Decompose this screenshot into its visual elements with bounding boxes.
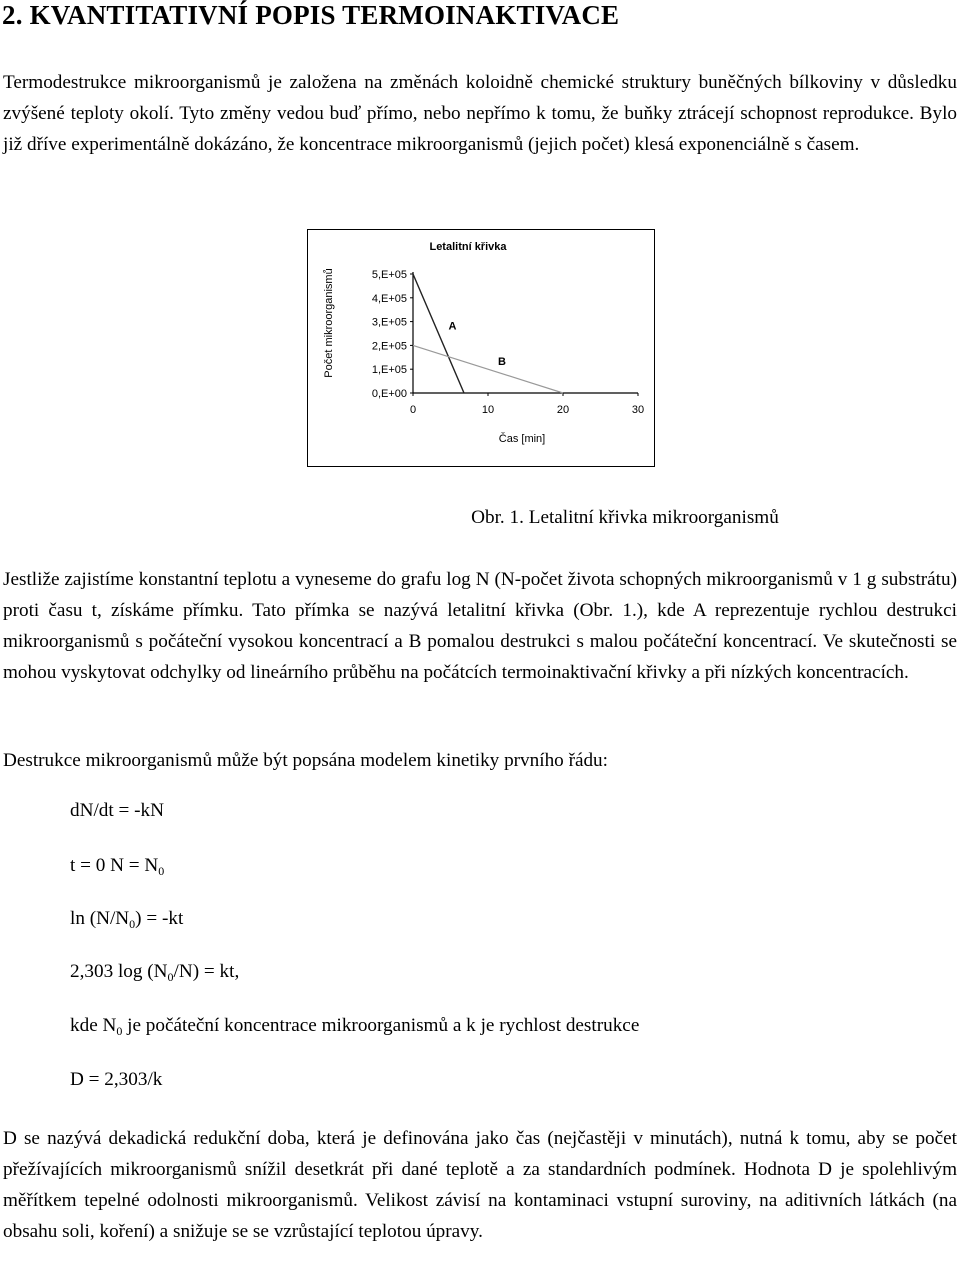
y-tick-label: 5,E+05 [371, 269, 407, 281]
series-lines [413, 274, 563, 393]
d-value-paragraph: D se nazývá dekadická redukční doba, která je definována jako čas (nejčastěji v minutách), nutná k tomu, aby se počet přežívajících mikroorganismů snížil desetkrát při dané teplotě a za standardních podmínek. Hodnota D je spolehlivým měřítkem tepelné odolnosti mikroorganismů. Velikost závisí na kontaminaci vstupní suroviny, na aditivních látkách (na obsahu soli, koření) a snižuje se se vzrůstající teplotou úpravy. [3, 1128, 957, 1242]
x-tick-label: 30 [631, 404, 645, 416]
y-tick-label: 1,E+05 [371, 364, 407, 377]
eq4-text-a: 2,303 log (N [70, 961, 168, 982]
eq5-text-a: kde N [70, 1015, 117, 1036]
lethality-chart [307, 229, 655, 467]
x-tick-label: 0 [409, 404, 417, 416]
eq2-subscript: 0 [158, 864, 165, 878]
intro-paragraph: Termodestrukce mikroorganismů je založena na změnách koloidně chemické struktury buněčných bílkoviny v důsledku zvýšené teploty okolí. Tyto změny vedou buď přímo, nebo nepřímo k tomu, že buňky ztrácejí schopnost reprodukce. Bylo již dříve experimentálně dokázáno, že koncentrace mikroorganismů (jejich počet) klesá exponenciálně s časem. [3, 72, 957, 155]
figure-caption: Obr. 1. Letalitní křivka mikroorganismů [471, 507, 779, 528]
eq4-text-b: /N) = kt, [173, 961, 240, 982]
y-tick-label: 0,E+00 [371, 388, 407, 400]
kinetics-paragraph: Destrukce mikroorganismů může být popsána modelem kinetiky prvního řádu: [3, 750, 608, 771]
x-tick-labels [410, 393, 644, 416]
eq2-text: t = 0 N = N [70, 855, 159, 876]
series-label-a: A [448, 320, 457, 333]
eq3-subscript: 0 [129, 917, 136, 931]
equation-log [70, 961, 239, 985]
chart-title: Letalitní křivka [429, 241, 507, 253]
equation-initial [70, 855, 164, 879]
y-tick-labels [372, 269, 413, 400]
y-tick-label: 2,E+05 [371, 340, 407, 353]
series-line-b [413, 345, 563, 393]
lethality-paragraph: Jestliže zajistíme konstantní teplotu a vyneseme do grafu log N (N-počet života schopných mikroorganismů v 1 g substrátu) proti času t, získáme přímku. Tato přímka se nazývá letalitní křivka (Obr. 1.), kde A reprezentuje rychlou destrukci mikroorganismů s počáteční vysokou koncentrací a B pomalou destrukci s malou počáteční koncentrací. Ve skutečnosti se mohou vyskytovat odchylky od lineárního průběhu na počátcích termoinaktivační křivky a při nízkých koncentracích. [3, 569, 957, 683]
equation-d-value: D = 2,303/k [70, 1069, 163, 1090]
y-tick-label: 3,E+05 [371, 316, 407, 329]
eq3-text-a: ln (N/N [70, 908, 130, 929]
x-tick-label: 10 [481, 404, 495, 416]
series-line-a [413, 274, 464, 393]
x-axis-label: Čas [min] [498, 433, 546, 445]
eq5-text-b: je počáteční koncentrace mikroorganismů a k je rychlost destrukce [122, 1015, 640, 1036]
equation-definition [70, 1015, 639, 1039]
eq5-subscript: 0 [116, 1024, 123, 1038]
chart-svg [308, 230, 654, 466]
equation-ln [70, 908, 183, 932]
section-heading: 2. KVANTITATIVNÍ POPIS TERMOINAKTIVACE [2, 0, 620, 30]
y-axis-label: Počet mikroorganismů [323, 268, 335, 378]
y-tick-label: 4,E+05 [371, 292, 407, 305]
eq4-subscript: 0 [167, 970, 174, 984]
eq3-text-b: ) = -kt [135, 908, 184, 929]
equation-rate: dN/dt = -kN [70, 800, 164, 821]
x-tick-label: 20 [556, 404, 570, 416]
series-label-b: B [498, 356, 506, 369]
